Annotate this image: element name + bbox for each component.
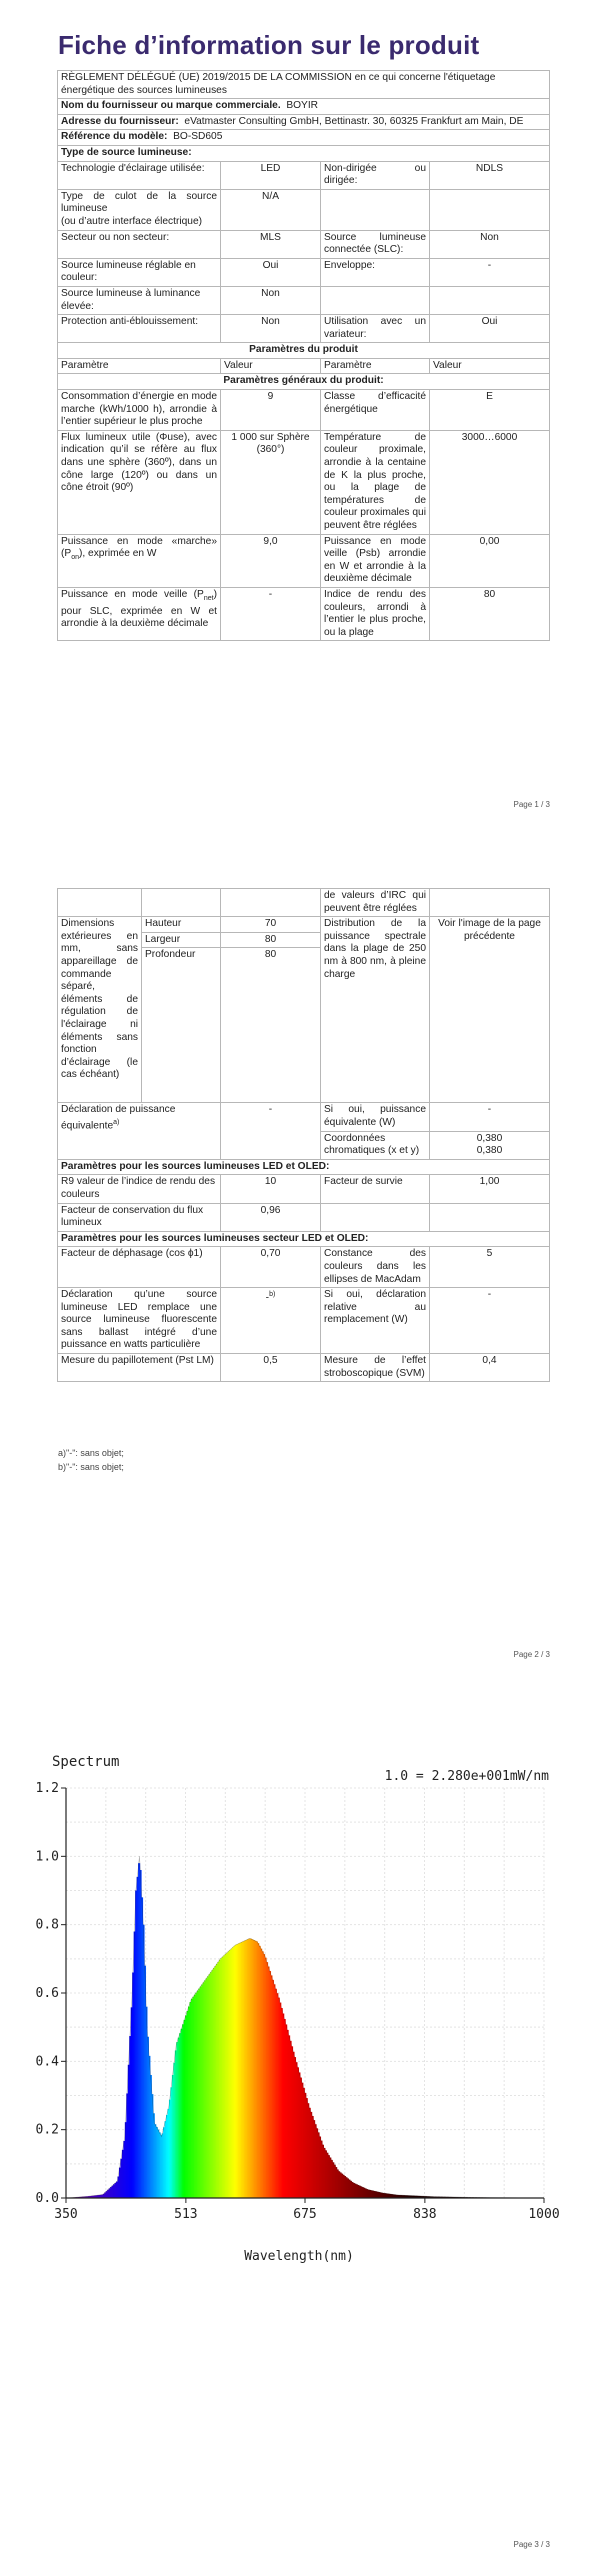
glare-label: Protection anti-éblouissement: xyxy=(58,315,221,343)
pon-value: 9,0 xyxy=(221,534,321,587)
survival-value: 1,00 xyxy=(430,1175,550,1203)
mains-label: Secteur ou non secteur: xyxy=(58,230,221,258)
col-param-2: Paramètre xyxy=(321,358,430,374)
height-label: Hauteur xyxy=(142,917,221,933)
chroma-values xyxy=(430,1131,550,1159)
footnote-b: b)"-": sans objet; xyxy=(58,1462,124,1472)
tunable-value: Oui xyxy=(221,258,321,286)
slc-label: Source lumineuse connectée (SLC): xyxy=(321,230,430,258)
pnet-value: - xyxy=(221,587,321,640)
supplier-label: Nom du fournisseur ou marque commerciale. xyxy=(61,100,281,112)
equiv-label xyxy=(58,1103,221,1159)
class-label: Classe d’efficacité énergétique xyxy=(321,390,430,431)
chart-title: Spectrum xyxy=(52,1754,120,1770)
cct-value: 3000…6000 xyxy=(430,430,550,534)
replace-label: Déclaration qu’une source lumineuse LED remplace une source lumineuse fluorescente sans ballast intégré d’une puissance en watts particulière xyxy=(58,1288,221,1354)
params-header: Paramètres du produit xyxy=(58,343,550,359)
col-value-2: Valeur xyxy=(430,358,550,374)
product-info-table-1 xyxy=(57,70,550,641)
equiv-label-text: Déclaration de puissance équivalente xyxy=(61,1104,176,1132)
y-tick-label: 0.4 xyxy=(35,2054,59,2070)
page-number-2: Page 2 / 3 xyxy=(513,1650,550,1659)
hl-empty-2 xyxy=(430,286,550,314)
hl-empty-1 xyxy=(321,286,430,314)
spd-value: Voir l'image de la page précédente xyxy=(430,917,550,1103)
maint-empty-2 xyxy=(430,1203,550,1231)
model-label: Référence du modèle: xyxy=(61,131,168,143)
chroma-y: 0,380 xyxy=(476,1145,503,1157)
psb-value: 0,00 xyxy=(430,534,550,587)
page-3 xyxy=(0,1700,603,2560)
address-value: eVatmaster Consulting GmbH, Bettinastr. 30, 60325 Frankfurt am Main, DE xyxy=(184,115,524,127)
cri-label: Indice de rendu des couleurs, arrondi à l’entier le plus proche, ou la plage xyxy=(321,587,430,640)
y-tick-label: 0.6 xyxy=(35,1986,59,2001)
cont-empty-4 xyxy=(430,889,550,917)
cap-empty-2 xyxy=(430,189,550,230)
cap-label xyxy=(58,189,221,230)
pnet-label-a: Puissance en mode veille (P xyxy=(61,588,204,600)
dims-label: Dimensions extérieures en mm, sans appareillage de commande séparé, éléments de régulation de l'éclairage ni éléments sans fonction d’éclairage (le cas échéant) xyxy=(58,917,142,1103)
y-tick-label: 0.8 xyxy=(35,1917,59,1933)
survival-label: Facteur de survie xyxy=(321,1175,430,1203)
pf-label: Facteur de déphasage (cos ϕ1) xyxy=(58,1247,221,1288)
pon-label-a: Puissance en mode «marche» (P xyxy=(61,535,217,560)
chroma-label: Coordonnées chromatiques (x et y) xyxy=(321,1131,430,1159)
cap-label-line2: (ou d’autre interface électrique) xyxy=(61,215,203,227)
address-row xyxy=(58,114,550,130)
pon-label xyxy=(58,534,221,587)
high-lum-label: Source lumineuse à luminance élevée: xyxy=(58,286,221,314)
tech-value: LED xyxy=(221,161,321,189)
macadam-label: Constance des couleurs dans les ellipses de MacAdam xyxy=(321,1247,430,1288)
y-tick-label: 0.0 xyxy=(35,2191,59,2206)
pst-value: 0,5 xyxy=(221,1354,321,1382)
macadam-value: 5 xyxy=(430,1247,550,1288)
supplier-value: BOYIR xyxy=(286,100,319,112)
cont-empty-3 xyxy=(221,889,321,917)
x-tick-label: 350 xyxy=(54,2207,78,2222)
page-number-3: Page 3 / 3 xyxy=(513,2540,550,2549)
flux-value: 1 000 sur Sphère (360°) xyxy=(221,430,321,534)
tunable-label: Source lumineuse réglable en couleur: xyxy=(58,258,221,286)
equiv-w-label: Si oui, puissance équivalente (W) xyxy=(321,1103,430,1131)
width-label: Largeur xyxy=(142,932,221,948)
equiv-sup: a) xyxy=(113,1118,120,1126)
replace-w-value: - xyxy=(430,1288,550,1354)
psb-label: Puissance en mode veille (Psb) arrondie en W et arrondie à la deuxième décimale xyxy=(321,534,430,587)
pf-value: 0,70 xyxy=(221,1247,321,1288)
footnote-a: a)"-": sans objet; xyxy=(58,1448,124,1458)
replace-w-label: Si oui, déclaration relative au remplacement (W) xyxy=(321,1288,430,1354)
regulation-text: RÈGLEMENT DÉLÉGUÉ (UE) 2019/2015 DE LA COMMISSION en ce qui concerne l'étiquetage énergétique des sources lumineuses xyxy=(58,71,550,99)
r9-label: R9 valeur de l’indice de rendu des couleurs xyxy=(58,1175,221,1203)
x-tick-label: 513 xyxy=(174,2207,198,2222)
chart-annotation: 1.0 = 2.280e+001mW/nm xyxy=(384,1769,549,1784)
pon-label-b: ), exprimée en W xyxy=(78,548,157,560)
r9-value: 10 xyxy=(221,1175,321,1203)
energy-value: 9 xyxy=(221,390,321,431)
maint-empty-1 xyxy=(321,1203,430,1231)
maint-label: Facteur de conservation du flux lumineux xyxy=(58,1203,221,1231)
page-2 xyxy=(0,880,603,1680)
cap-value: N/A xyxy=(221,189,321,230)
mains-value: MLS xyxy=(221,230,321,258)
equiv-w-value: - xyxy=(430,1103,550,1131)
maint-value: 0,96 xyxy=(221,1203,321,1231)
y-tick-label: 1.0 xyxy=(35,1849,59,1865)
x-tick-label: 838 xyxy=(413,2207,437,2222)
supplier-row xyxy=(58,99,550,115)
depth-label: Profondeur xyxy=(142,948,221,1103)
equiv-value: - xyxy=(221,1103,321,1159)
spd-label: Distribution de la puissance spectrale dans la plage de 250 nm à 800 nm, à pleine charge xyxy=(321,917,430,1103)
cct-label: Température de couleur proximale, arrondie à la centaine de K la plus proche, ou la plage de températures de couleur proximales qui peuvent être réglées xyxy=(321,430,430,534)
dimmer-value: Oui xyxy=(430,315,550,343)
type-header: Type de source lumineuse: xyxy=(58,145,550,161)
svm-label: Mesure de l’effet stroboscopique (SVM) xyxy=(321,1354,430,1382)
dir-value: NDLS xyxy=(430,161,550,189)
cap-label-line1: Type de culot de la source lumineuse xyxy=(61,190,217,215)
depth-value: 80 xyxy=(221,948,321,1103)
col-value-1: Valeur xyxy=(221,358,321,374)
address-label: Adresse du fournisseur: xyxy=(61,115,179,127)
mains-header: Paramètres pour les sources lumineuses secteur LED et OLED: xyxy=(58,1231,550,1247)
cap-empty-1 xyxy=(321,189,430,230)
y-tick-label: 0.2 xyxy=(35,2122,59,2138)
x-axis-label: Wavelength(nm) xyxy=(244,2249,354,2264)
slc-value: Non xyxy=(430,230,550,258)
pnet-label xyxy=(58,587,221,640)
dir-label: Non-dirigée ou dirigée: xyxy=(321,161,430,189)
replace-value xyxy=(221,1288,321,1354)
width-value: 80 xyxy=(221,932,321,948)
tech-label: Technologie d'éclairage utilisée: xyxy=(58,161,221,189)
document-title: Fiche d’information sur le produit xyxy=(58,30,480,60)
product-info-table-2 xyxy=(57,888,550,1382)
page-1 xyxy=(0,0,603,820)
x-tick-label: 1000 xyxy=(528,2207,560,2222)
cri-continued: de valeurs d’IRC qui peuvent être réglées xyxy=(321,889,430,917)
envelope-value: - xyxy=(430,258,550,286)
glare-value: Non xyxy=(221,315,321,343)
replace-value-text: - xyxy=(265,1292,270,1304)
envelope-label: Enveloppe: xyxy=(321,258,430,286)
class-value: E xyxy=(430,390,550,431)
y-tick-label: 1.2 xyxy=(35,1781,59,1796)
col-param-1: Paramètre xyxy=(58,358,221,374)
cri-value: 80 xyxy=(430,587,550,640)
high-lum-value: Non xyxy=(221,286,321,314)
x-tick-label: 675 xyxy=(293,2207,317,2222)
spectrum-chart xyxy=(35,1750,564,2270)
dimmer-label: Utilisation avec un variateur: xyxy=(321,315,430,343)
energy-label: Consommation d’énergie en mode marche (kWh/1000 h), arrondie à l’entier supérieur le plus proche xyxy=(58,390,221,431)
model-value: BO-SD605 xyxy=(173,131,223,143)
pnet-label-b: ) pour SLC, exprimée en W et arrondie à la deuxième décimale xyxy=(61,588,217,630)
led-header: Paramètres pour les sources lumineuses LED et OLED: xyxy=(58,1159,550,1175)
flux-label: Flux lumineux utile (Φuse), avec indication qu’il se réfère au flux dans une sphère (360º), dans un cône large (120º) ou dans un cône étroit (90º) xyxy=(58,430,221,534)
chroma-x: 0,380 xyxy=(476,1132,503,1144)
height-value: 70 xyxy=(221,917,321,933)
pnet-sub: net xyxy=(203,595,214,602)
cont-empty-1 xyxy=(58,889,142,917)
page-number-1: Page 1 / 3 xyxy=(513,800,550,809)
cont-empty-2 xyxy=(142,889,221,917)
replace-sup: b) xyxy=(269,1291,276,1299)
model-row xyxy=(58,130,550,146)
general-header: Paramètres généraux du produit: xyxy=(58,374,550,390)
pst-label: Mesure du papillotement (Pst LM) xyxy=(58,1354,221,1382)
svm-value: 0,4 xyxy=(430,1354,550,1382)
pon-sub: on xyxy=(71,554,79,562)
